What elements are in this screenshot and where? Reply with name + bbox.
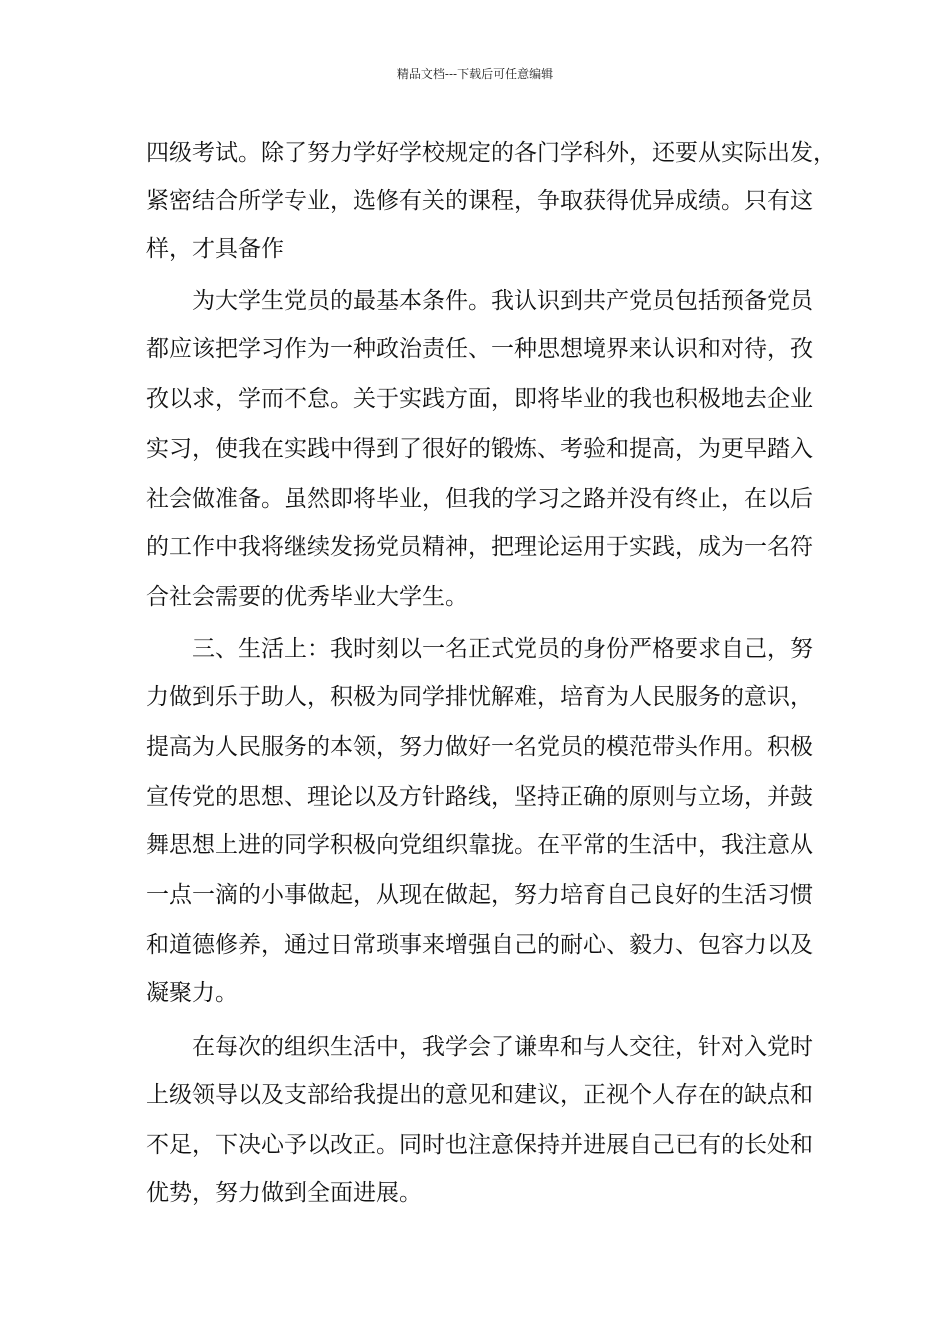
text-line: 实习，使我在实践中得到了很好的锻炼、考验和提高，为更早踏入 bbox=[146, 436, 813, 462]
text-line: 三、生活上：我时刻以一名正式党员的身份严格要求自己，努 bbox=[192, 636, 813, 662]
text-line: 上级领导以及支部给我提出的意见和建议，正视个人存在的缺点和 bbox=[146, 1082, 813, 1108]
text-line: 一点一滴的小事做起，从现在做起，努力培育自己良好的生活习惯 bbox=[146, 882, 813, 908]
text-line: 都应该把学习作为一种政治责任、一种思想境界来认识和对待，孜 bbox=[146, 336, 813, 362]
text-line: 舞思想上进的同学积极向党组织靠拢。在平常的生活中，我注意从 bbox=[146, 832, 813, 858]
text-line: 为大学生党员的最基本条件。我认识到共产党员包括预备党员 bbox=[192, 288, 813, 314]
text-line: 样，才具备作 bbox=[146, 236, 284, 262]
text-line: 孜以求，学而不怠。关于实践方面，即将毕业的我也积极地去企业 bbox=[146, 386, 813, 412]
text-line: 和道德修养，通过日常琐事来增强自己的耐心、毅力、包容力以及 bbox=[146, 932, 813, 958]
text-line: 社会做准备。虽然即将毕业，但我的学习之路并没有终止，在以后 bbox=[146, 486, 813, 512]
text-line: 力做到乐于助人，积极为同学排忧解难，培育为人民服务的意识， bbox=[146, 684, 813, 710]
text-line: 合社会需要的优秀毕业大学生。 bbox=[146, 584, 468, 610]
text-line: 优势，努力做到全面进展。 bbox=[146, 1180, 422, 1206]
text-line: 紧密结合所学专业，选修有关的课程，争取获得优异成绩。只有这 bbox=[146, 188, 813, 214]
text-line: 在每次的组织生活中，我学会了谦卑和与人交往，针对入党时 bbox=[192, 1034, 813, 1060]
text-line: 宣传党的思想、理论以及方针路线，坚持正确的原则与立场，并鼓 bbox=[146, 784, 813, 810]
text-line: 的工作中我将继续发扬党员精神，把理论运用于实践，成为一名符 bbox=[146, 534, 813, 560]
text-line: 四级考试。除了努力学好学校规定的各门学科外，还要从实际出发， bbox=[146, 140, 836, 166]
page-header: 精品文档---下载后可任意编辑 bbox=[396, 67, 554, 81]
text-line: 不足，下决心予以改正。同时也注意保持并进展自己已有的长处和 bbox=[146, 1132, 813, 1158]
text-line: 凝聚力。 bbox=[146, 980, 238, 1006]
text-line: 提高为人民服务的本领，努力做好一名党员的模范带头作用。积极 bbox=[146, 734, 813, 760]
